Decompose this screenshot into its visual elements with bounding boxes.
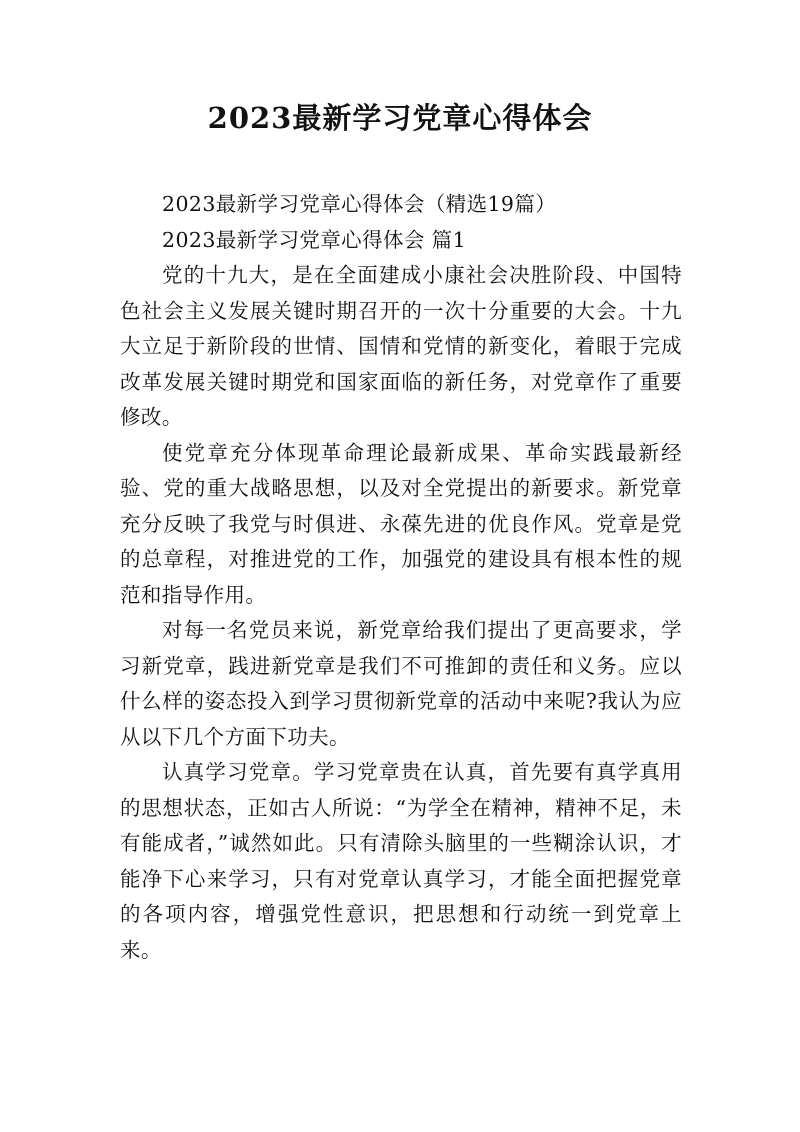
paragraph-2: 使党章充分体现革命理论最新成果、革命实践最新经验、党的重大战略思想，以及对全党提出的新要求。新党章充分反映了我党与时俱进、永葆先进的优良作风。党章是党的总章程，对推进党的工作，加强党的建设具有根本性的规范和指导作用。 <box>120 440 682 607</box>
section-heading: 2023最新学习党章心得体会 篇1 <box>162 227 467 252</box>
document-body <box>120 187 682 968</box>
paragraph-1: 党的十九大，是在全面建成小康社会决胜阶段、中国特色社会主义发展关键时期召开的一次十分重要的大会。十九大立足于新阶段的世情、国情和党情的新变化，着眼于完成改革发展关键时期党和国家面临的新任务，对党章作了重要修改。 <box>120 263 682 429</box>
document-subtitle: 2023最新学习党章心得体会（精选19篇） <box>162 192 557 216</box>
paragraph-3: 对每一名党员来说，新党章给我们提出了更高要求，学习新党章，践进新党章是我们不可推卸的责任和义务。应以什么样的姿态投入到学习贯彻新党章的活动中来呢?我认为应从以下几个方面下功夫。 <box>120 618 682 749</box>
document-title: 2023最新学习党章心得体会 <box>207 101 593 135</box>
paragraph-4: 认真学习党章。学习党章贵在认真，首先要有真学真用的思想状态，正如古人所说：“为学全在精神，精神不足，未有能成者，”诚然如此。只有清除头脑里的一些糊涂认识，才能净下心来学习，只有对党章认真学习，才能全面把握党章的各项内容，增强党性意识，把思想和行动统一到党章上来。 <box>120 760 682 962</box>
